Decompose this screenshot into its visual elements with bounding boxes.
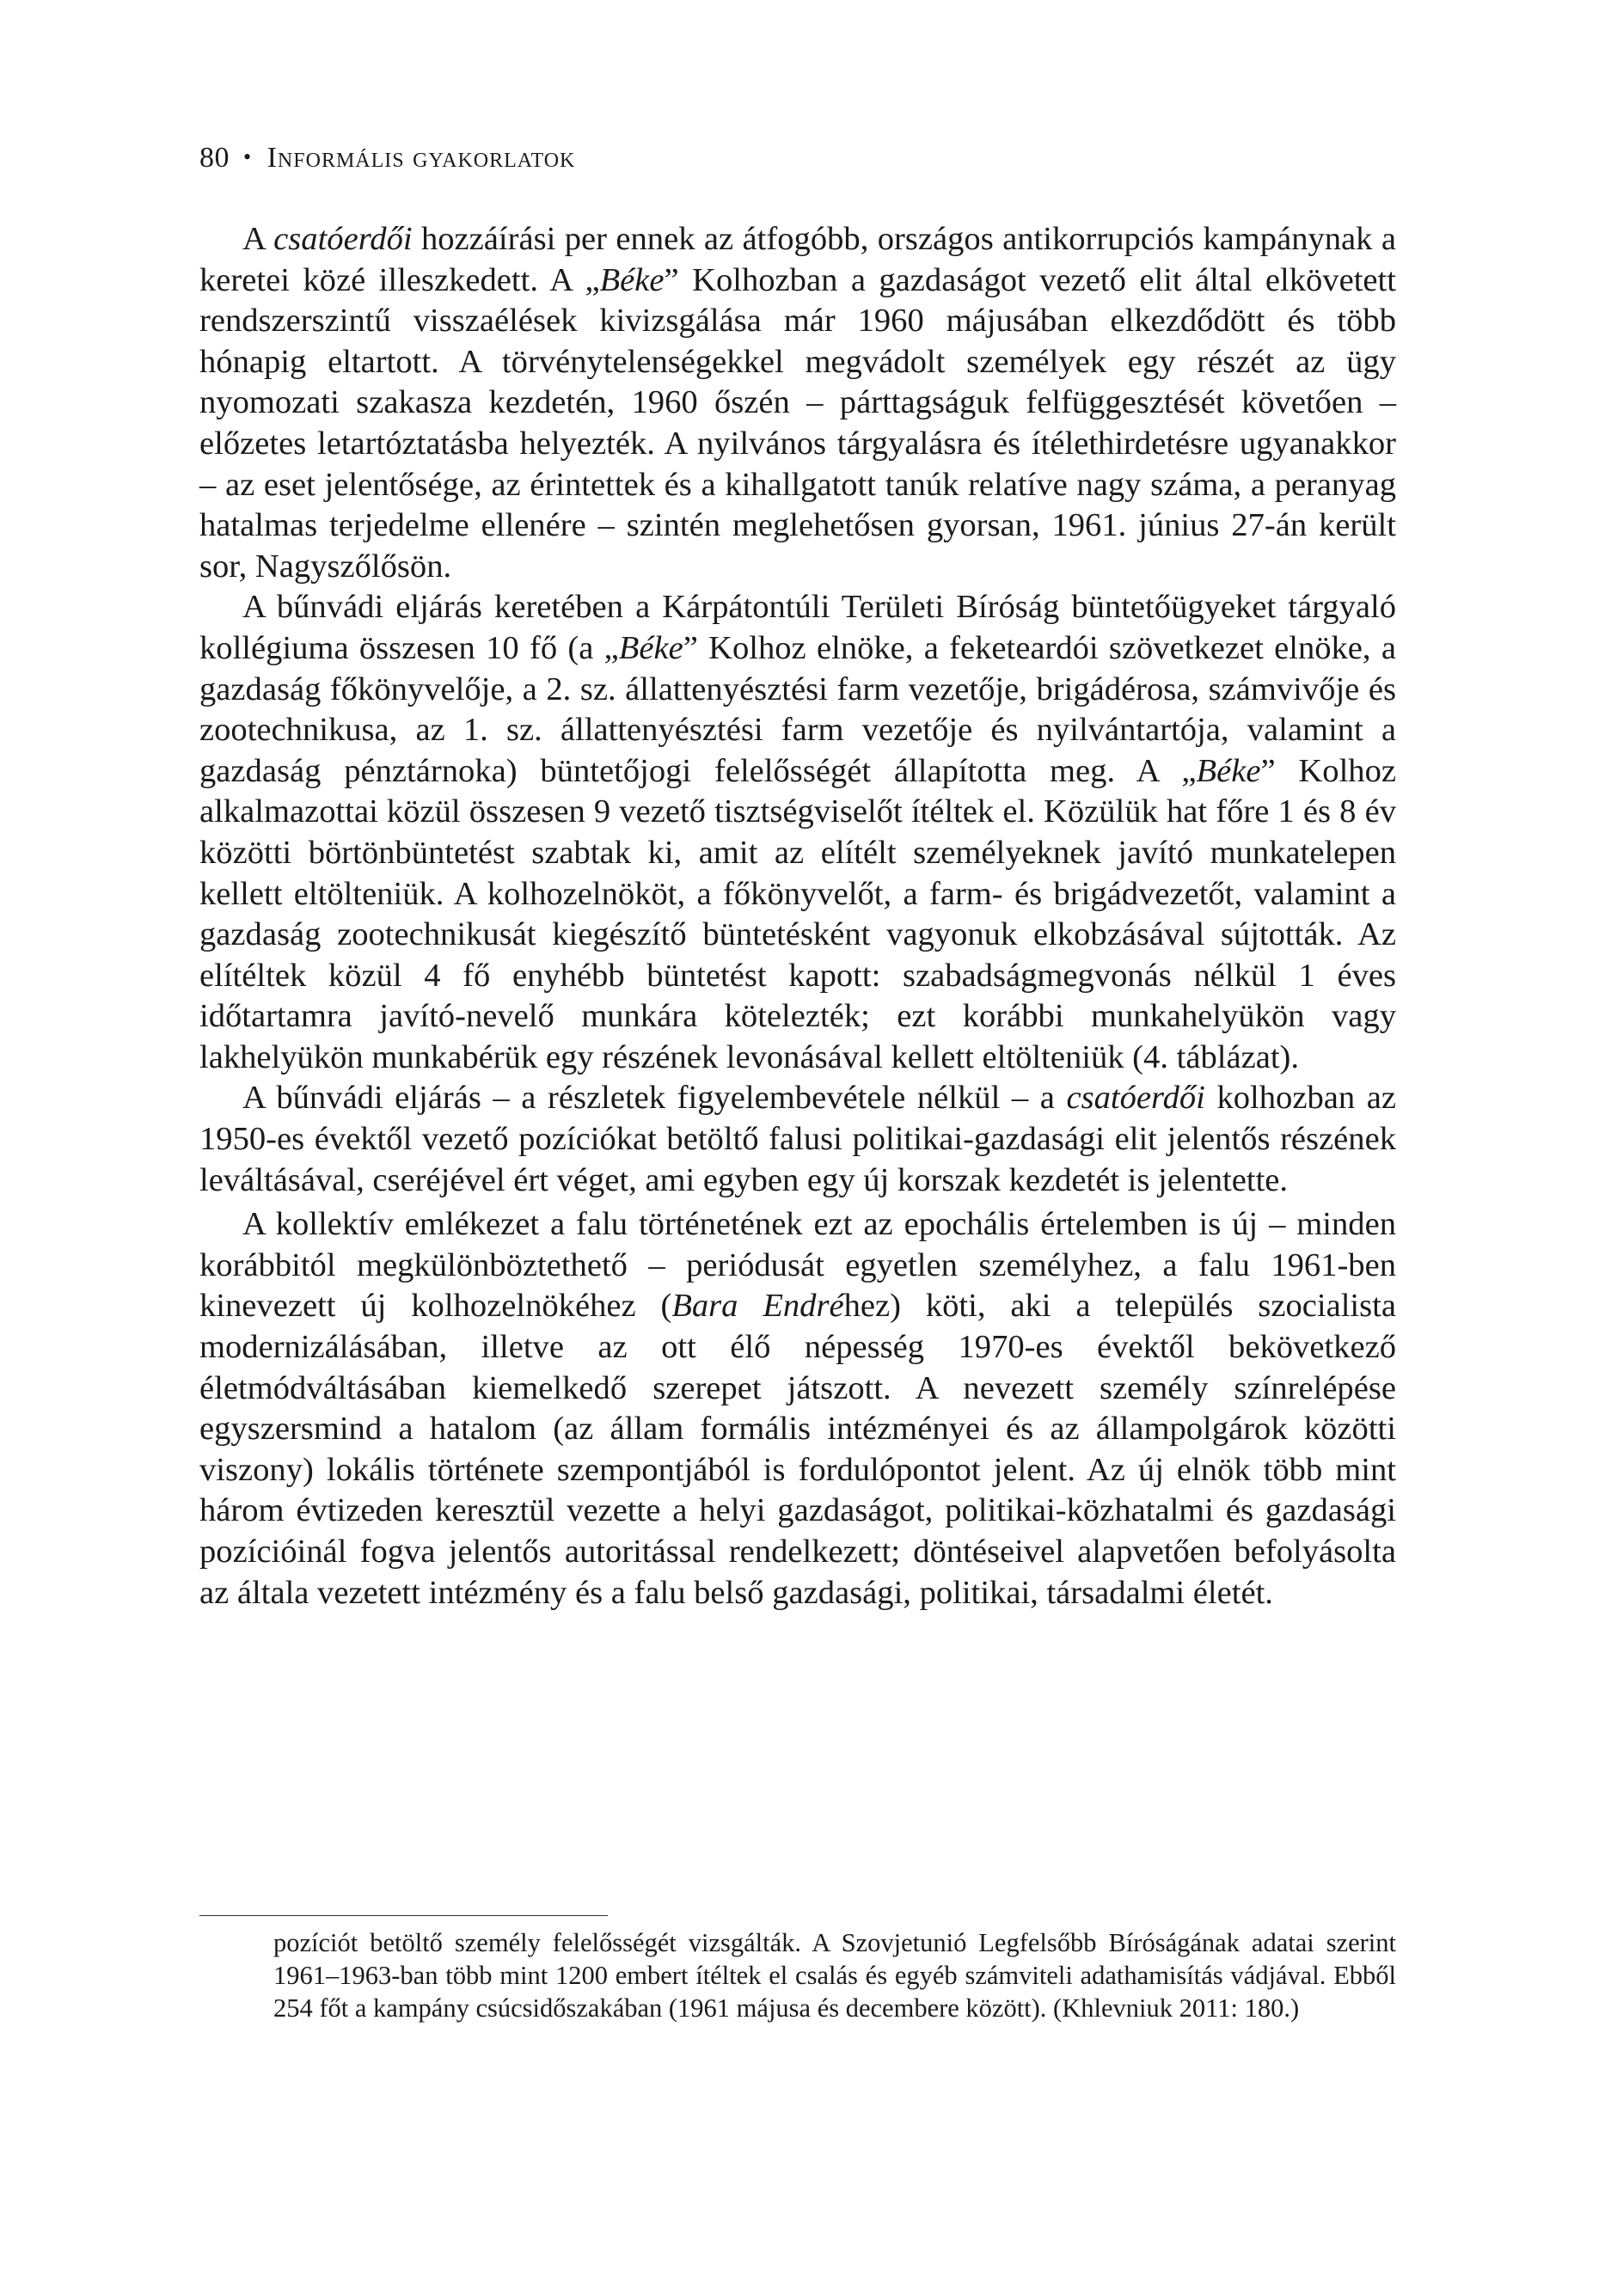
body-text xyxy=(199,219,1396,1613)
paragraph-1: A csatóerdői hozzáírási per ennek az átfogóbb, országos antikorrupciós kampánynak a keretei közé illeszkedett. A „Béke” Kolhozban a gazdaságot vezető elit által elkövetett rendszerszintű visszaélések kivizsgálása már 1960 májusában elkezdődött és több hónapig eltartott. A törvénytelenségekkel megvádolt személyek egy részét az ügy nyomozati szakasza kezdetén, 1960 őszén – párttagságuk felfüggesztését követően – előzetes letartóztatásba helyezték. A nyilvános tárgyalásra és ítélethirdetésre ugyanakkor – az eset jelentősége, az érintettek és a kihallgatott tanúk relatíve nagy száma, a peranyag hatalmas terjedelme ellenére – szintén meglehetősen gyorsan, 1961. június 27-án került sor, Nagyszőlősön. xyxy=(199,221,1396,585)
footnote xyxy=(273,1926,1396,2024)
italic-place-name: csatóerdői xyxy=(273,221,413,257)
page-number: 80 xyxy=(199,142,230,174)
bullet-separator: • xyxy=(243,144,252,169)
italic-kolhoz-name: Béke xyxy=(1196,752,1261,789)
italic-person-name: Bara Endré xyxy=(671,1288,844,1325)
italic-kolhoz-name: Béke xyxy=(618,629,683,666)
paragraph-4: A kollektív emlékezet a falu történetének ezt az epochális értelemben is új – minden korábbitól megkülönböztethető – periódusát egyetlen személyhez, a falu 1961-ben kinevezett új kolhozelnökéhez (Bara Endréhez) köti, aki a település szocialista modernizálásában, illetve az ott élő népesség 1970-es évektől bekövetkező életmódváltásában kiemelkedő szerepet játszott. A nevezett személy színrelépése egyszersmind a hatalom (az állam formális intézményei és az állampolgárok közötti viszony) lokális története szempontjából is fordulópontot jelent. Az új elnök több mint három évtizeden keresztül vezette a helyi gazdaságot, politikai-közhatalmi és gazdasági pozícióinál fogva jelentős autoritással rendelkezett; döntéseivel alapvetően befolyásolta az általa vezetett intézmény és a falu belső gazdasági, politikai, társadalmi életét. xyxy=(199,1206,1396,1611)
paragraph-3: A bűnvádi eljárás – a részletek figyelembevétele nélkül – a csatóerdői kolhozban az 1950-es évektől vezető pozíciókat betöltő falusi politikai-gazdasági elit jelentős részének leváltásával, cseréjével ért véget, ami egyben egy új korszak kezdetét is jelentette. xyxy=(199,1080,1396,1198)
footnote-rule xyxy=(199,1915,608,1916)
footnote-text: pozíciót betöltő személy felelősségét vizsgálták. A Szovjetunió Legfelsőbb Bíróságának adatai szerint 1961–1963-ban több mint 1200 embert ítéltek el csalás és egyéb számviteli adathamisítás vádjával. Ebből 254 főt a kampány csúcsidőszakában (1961 májusa és decembere között). (Khlevniuk 2011: 180.) xyxy=(273,1928,1396,2023)
italic-kolhoz-name: Béke xyxy=(599,261,665,298)
section-title: Informális gyakorlatok xyxy=(266,142,576,174)
paragraph-2: A bűnvádi eljárás keretében a Kárpátontúli Területi Bíróság büntetőügyeket tárgyaló kollégiuma összesen 10 fő (a „Béke” Kolhoz elnöke, a feketeardói szövetkezet elnöke, a gazdaság főkönyvelője, a 2. sz. állattenyésztési farm vezetője, brigádérosa, számvivője és zootechnikusa, az 1. sz. állattenyésztési farm vezetője és nyilvántartója, valamint a gazdaság pénztárnoka) büntetőjogi felelősségét állapította meg. A „Béke” Kolhoz alkalmazottai közül összesen 9 vezető tisztségviselőt ítéltek el. Közülük hat főre 1 és 8 év közötti börtönbüntetést szabtak ki, amit az elítélt személyeknek javító munkatelepen kellett eltölteniük. A kolhozelnököt, a főkönyvelőt, a farm- és brigádvezetőt, valamint a gazdaság zootechnikusát kiegészítő büntetésként vagyonuk elkobzásával sújtották. Az elítéltek közül 4 fő enyhébb büntetést kapott: szabadságmegvonás nélkül 1 éves időtartamra javító-nevelő munkára kötelezték; ezt korábbi munkahelyükön vagy lakhelyükön munkabérük egy részének levonásával kellett eltölteniük (4. táblázat). xyxy=(199,589,1396,1075)
italic-place-name: csatóerdői xyxy=(1066,1080,1205,1117)
running-header xyxy=(199,140,575,175)
